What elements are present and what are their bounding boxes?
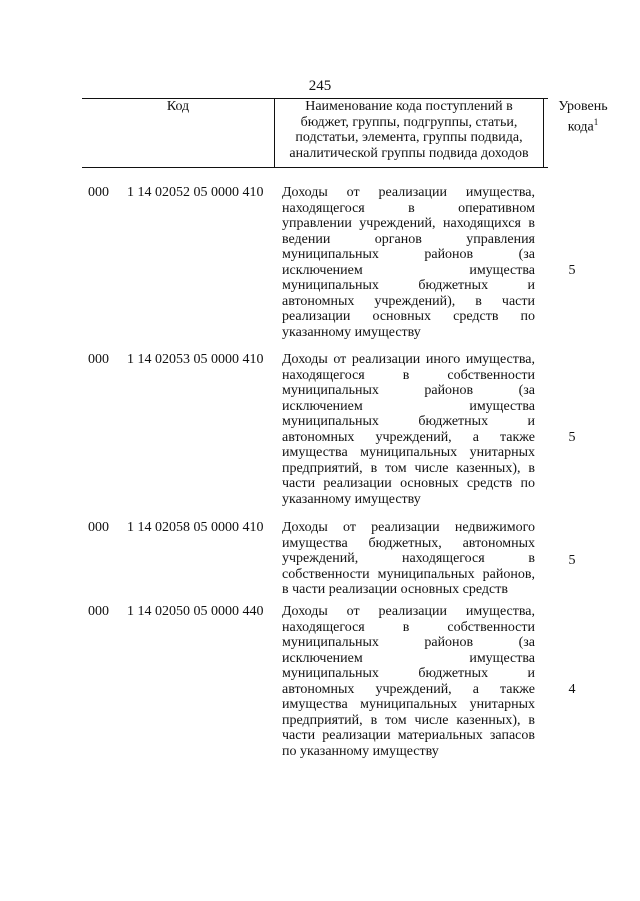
income-name-line: Доходы от реализации имущества, xyxy=(282,185,535,200)
income-name-line: имущества муниципальных унитарных xyxy=(282,445,535,460)
income-name-line: исключением имущества xyxy=(282,650,535,666)
income-name-line: по указанному имуществу xyxy=(282,743,439,759)
code-level: 5 xyxy=(568,263,576,278)
header-level-line: Уровень xyxy=(558,99,608,114)
income-name-line: находящегося в собственности xyxy=(282,619,535,635)
income-name xyxy=(282,520,535,598)
income-name-line: имущества муниципальных унитарных xyxy=(282,697,535,712)
header-level xyxy=(542,99,624,167)
code-level: 4 xyxy=(568,682,576,697)
page-number: 245 xyxy=(308,78,332,94)
header-name-line: бюджет, группы, подгруппы, статьи, xyxy=(300,114,518,130)
income-name-line: муниципальных районов (за xyxy=(282,635,535,650)
header-code: Код xyxy=(166,99,190,114)
header-name-line: подстатьи, элемента, группы подвида, xyxy=(295,130,523,145)
income-name-line: собственности муниципальных районов, xyxy=(282,566,535,582)
income-name-line: ведении органов управления xyxy=(282,231,535,247)
income-name-line: находящегося в оперативном xyxy=(282,200,535,216)
income-name-line: Доходы от реализации иного имущества, xyxy=(282,352,535,367)
income-name-line: части реализации основных средств по xyxy=(282,476,535,491)
budget-code: 1 14 02058 05 0000 410 xyxy=(127,520,264,535)
income-name-line: указанному имуществу xyxy=(282,491,421,507)
income-name-line: автономных учреждений), в части xyxy=(282,293,535,309)
income-name-line: части реализации материальных запасов xyxy=(282,728,535,743)
admin-code: 000 xyxy=(88,352,109,367)
income-name-line: муниципальных бюджетных и xyxy=(282,666,535,681)
table-header xyxy=(82,98,608,168)
footnote-marker: 1 xyxy=(593,116,599,127)
income-name-line: управлении учреждений, находящихся в xyxy=(282,216,535,231)
income-name-line: предприятий, в том числе казенных), в xyxy=(282,712,535,728)
header-level-line xyxy=(542,115,624,135)
income-name-line: муниципальных районов (за xyxy=(282,247,535,262)
header-name xyxy=(274,99,544,167)
income-name-line: учреждений, находящегося в xyxy=(282,551,535,566)
code-level: 5 xyxy=(568,553,576,568)
header-level-word: кода xyxy=(567,119,594,135)
header-name-line: аналитической группы подвида доходов xyxy=(289,145,529,161)
income-name-line: автономных учреждений, а также xyxy=(282,429,535,445)
budget-code: 1 14 02052 05 0000 410 xyxy=(127,185,264,200)
income-name xyxy=(282,604,535,759)
income-name-line: реализации основных средств по xyxy=(282,309,535,324)
income-name-line: в части реализации основных средств xyxy=(282,582,508,597)
income-name-line: муниципальных бюджетных и xyxy=(282,278,535,293)
code-level: 5 xyxy=(568,430,576,445)
admin-code: 000 xyxy=(88,520,109,535)
income-name-line: предприятий, в том числе казенных), в xyxy=(282,460,535,476)
income-name-line: автономных учреждений, а также xyxy=(282,681,535,697)
income-name xyxy=(282,352,535,507)
income-name-line: исключением имущества xyxy=(282,398,535,414)
income-name-line: Доходы от реализации имущества, xyxy=(282,604,535,619)
admin-code: 000 xyxy=(88,604,109,619)
income-name-line: муниципальных районов (за xyxy=(282,383,535,398)
income-name-line: имущества бюджетных, автономных xyxy=(282,535,535,551)
budget-code: 1 14 02053 05 0000 410 xyxy=(127,352,264,367)
income-name-line: Доходы от реализации недвижимого xyxy=(282,520,535,535)
income-name-line: находящегося в собственности xyxy=(282,367,535,383)
admin-code: 000 xyxy=(88,185,109,200)
budget-code: 1 14 02050 05 0000 440 xyxy=(127,604,264,619)
header-name-line: Наименование кода поступлений в xyxy=(305,99,513,114)
income-name-line: муниципальных бюджетных и xyxy=(282,414,535,429)
income-name-line: исключением имущества xyxy=(282,262,535,278)
income-name xyxy=(282,185,535,340)
income-name-line: указанному имуществу xyxy=(282,324,421,340)
